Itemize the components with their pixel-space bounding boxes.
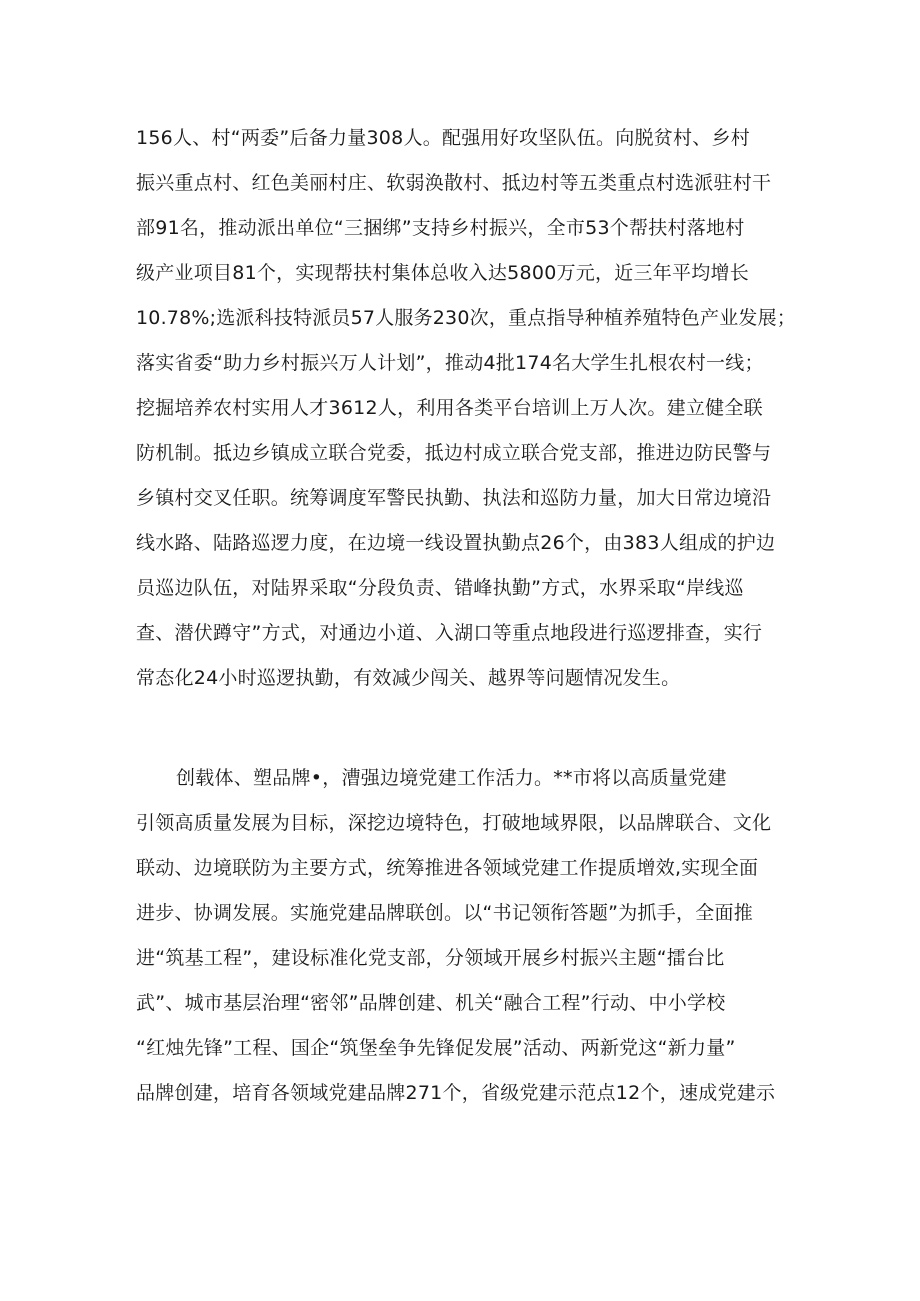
text-line: 156人、村“两委”后备力量308人。配强用好攻坚队伍。向脱贫村、乡村 bbox=[136, 127, 750, 149]
text-line: 振兴重点村、红色美丽村庄、软弱涣散村、抵边村等五类重点村选派驻村干 bbox=[136, 172, 772, 194]
text-line: 乡镇村交叉任职。统筹调度军警民执勤、执法和巡防力量，加大日常边境沿 bbox=[136, 487, 772, 509]
text-line: 品牌创建，培育各领域党建品牌271个，省级党建示范点12个，速成党建示 bbox=[136, 1082, 776, 1104]
text-line: 线水路、陆路巡逻力度，在边境一线设置执勤点26个，由383人组成的护边 bbox=[136, 532, 776, 554]
text-line: 防机制。抵边乡镇成立联合党委，抵边村成立联合党支部，推进边防民警与 bbox=[136, 442, 772, 464]
text-line: 落实省委“助力乡村振兴万人计划”，推动4批174名大学生扎根农村一线； bbox=[136, 352, 764, 374]
text-line: 员巡边队伍，对陆界采取“分段负责、错峰执勤”方式，水界采取“岸线巡 bbox=[136, 577, 744, 599]
text-line: “红烛先锋”工程、国企“筑堡垒争先锋促发展”活动、两新党这“新力量” bbox=[136, 1037, 736, 1059]
text-line: 联动、边境联防为主要方式，统筹推进各领域党建工作提质增效,实现全面 bbox=[136, 857, 759, 879]
paragraph-2-first-line: 创载体、塑品牌•，漕强边境党建工作活力。**市将以高质量党建 bbox=[176, 767, 727, 789]
text-line: 查、潜伏蹲守”方式，对通边小道、入湖口等重点地段进行巡逻排查，实行 bbox=[136, 622, 763, 644]
text-line: 常态化24小时巡逻执勤，有效减少闯关、越界等问题情况发生。 bbox=[136, 667, 681, 689]
text-line: 武”、城市基层治理“密邻”品牌创建、机关“融合工程”行动、中小学校 bbox=[136, 992, 726, 1014]
text-line: 10.78%;选派科技特派员57人服务230次，重点指导种植养殖特色产业发展； bbox=[136, 307, 796, 329]
text-line: 引领高质量发展为目标，深挖边境特色，打破地域界限，以品牌联合、文化 bbox=[136, 812, 772, 834]
text-line: 进“筑基工程”，建设标准化党支部，分领域开展乡村振兴主题“擂台比 bbox=[136, 947, 725, 969]
text-line: 级产业项目81个，实现帮扶村集体总收入达5800万元，近三年平均增长 bbox=[136, 262, 750, 284]
text-line: 进步、协调发展。实施党建品牌联创。以“书记领衔答题”为抓手，全面推 bbox=[136, 902, 753, 924]
text-line: 挖掘培养农村实用人才3612人，利用各类平台培训上万人次。建立健全联 bbox=[136, 397, 763, 419]
text-line: 部91名，推动派出单位“三捆绑”支持乡村振兴，全市53个帮扶村落地村 bbox=[136, 217, 745, 239]
